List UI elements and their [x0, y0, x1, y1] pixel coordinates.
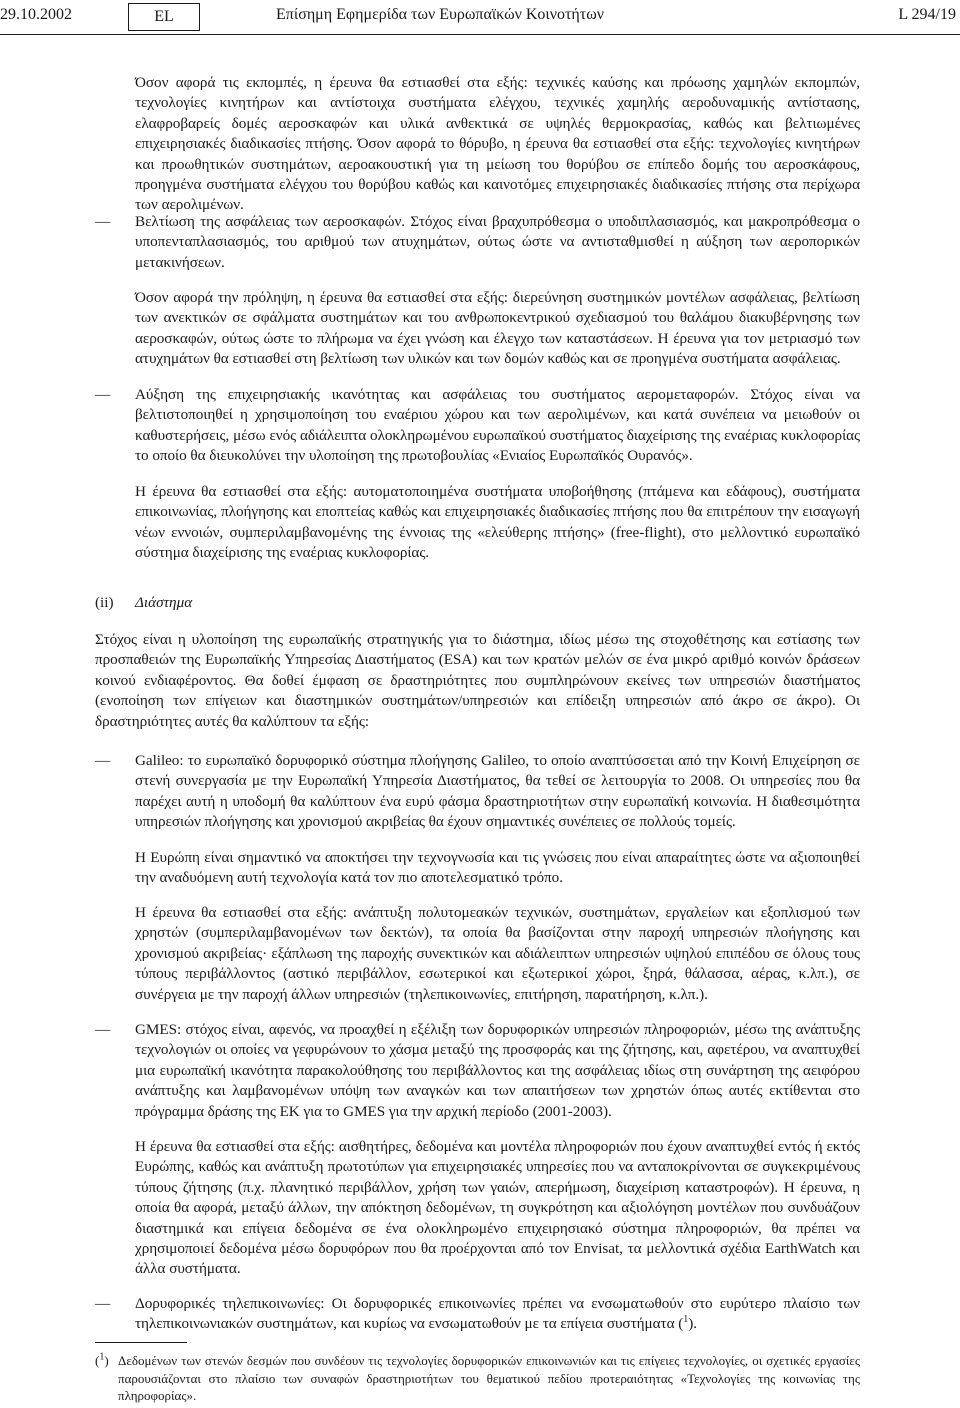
list-dash: —: [95, 1021, 111, 1038]
footnote-rule: [95, 1342, 187, 1343]
list-dash: —: [95, 752, 111, 769]
list-item-gmes: GMES: στόχος είναι, αφενός, να προαχθεί η εξέλιξη των δορυφορικών υπηρεσιών πληροφοριών, μέσω της ανάπτυξης τεχνολογιών οι οποίες να γεφυρώνουν το χάσμα μεταξύ της προσφοράς και της ζήτησης, και, αφετέρου, να αναπτυχθεί μια ευρωπαϊκή ικανότητα παρακολούθησης του περιβάλλοντος και της ασφάλειας ιδίως στη συνάρτηση της αειφόρου ανάπτυξης και λαμβανομένων υπόψη των αναγκών και των απαιτήσεων των χρηστών όπως αυτές εκτίθενται στο πρόγραμμα δράσης της ΕΚ για το GMES για την αρχική περίοδο (2001-2003).: [135, 1021, 860, 1120]
list-dash: —: [95, 1295, 111, 1312]
paragraph-galileo-europe: Η Ευρώπη είναι σημαντικό να αποκτήσει την τεχνογνωσία και τις γνώσεις που είναι απαραίτητες ώστε να αξιοποιηθεί την αναδυόμενη αυτή τεχνολογία κατά τον πιο αποτελεσματικό τρόπο.: [135, 849, 860, 887]
footnote-text: Δεδομένων των στενών δεσμών που συνδέουν τις τεχνολογίες δορυφορικών επικοινωνιών και τις επίγειες τεχνολογίες, οι σχετικές εργασίες παρουσιάζονται στο πλαίσιο των συναφών δραστηριοτήτων του θεματικού πεδίου προτεραιότητας «Τεχνολογίες της κοινωνίας της πληροφορίας».: [118, 1353, 860, 1403]
satellite-telecom-text: Δορυφορικές τηλεπικοινωνίες: Οι δορυφορικές επικοινωνίες πρέπει να ενσωματωθούν στο ευρύτερο πλαίσιο των τηλεπικοινωνιακών συστημάτων, και κυρίως να ενσωματωθούν με τα επίγεια συστήματα (: [135, 1295, 860, 1333]
list-item-satellite-telecom: [135, 1294, 860, 1335]
satellite-telecom-text-end: ).: [688, 1315, 697, 1333]
section-number: (ii): [95, 594, 114, 611]
paragraph-atm-research: Η έρευνα θα εστιασθεί στα εξής: αυτοματοποιημένα συστήματα υποβοήθησης (πτάμενα και εδάφους), συστήματα επικοινωνίας, πλοήγησης και εποπτείας καθώς και επιχειρησιακές διαδικασίες πτήσης που θα επιτρέπουν την εισαγωγή νέων εννοιών, συμπεριλαμβανομένης της έννοιας της «ελεύθερης πτήσης» (free-flight), στο μελλοντικό ευρωπαϊκό σύστημα διαχείρισης της εναέριας κυκλοφορίας.: [135, 483, 860, 562]
paragraph-gmes-research: Η έρευνα θα εστιασθεί στα εξής: αισθητήρες, δεδομένα και μοντέλα πληροφοριών που έχουν αναπτυχθεί εντός ή εκτός Ευρώπης, καθώς και ανάπτυξη πρωτοτύπων για επιχειρησιακές υπηρεσίες που να ανταποκρίνονται σε συγκεκριμένους τύπους ζήτησης (π.χ. πλανητικό περιβάλλον, χρήση των γαιών, απερήμωση, διαχείριση καταστροφών). Η έρευνα, η οποία θα αφορά, μεταξύ άλλων, την απόκτηση δεδομένων, τη συγκρότηση και αξιολόγηση μοντέλων που συνδυάζουν διαστημικά και επίγεια δεδομένα σε ένα ολοκληρωμένο επιχειρησιακό σύστημα πληροφοριών, θα πρέπει να χρησιμοποιεί δεδομένα μέσω δορυφόρων που θα προέρχονται από τον Envisat, τα μελλοντικά σχέδια EarthWatch και άλλα συστήματα.: [135, 1138, 860, 1278]
footnote-reference[interactable]: 1: [683, 1314, 689, 1326]
journal-title: Επίσημη Εφημερίδα των Ευρωπαϊκών Κοινοτήτων: [276, 6, 604, 23]
list-item-galileo: Galileo: το ευρωπαϊκό δορυφορικό σύστημα πλοήγησης Galileo, το οποίο αναπτύσσεται από την Κοινή Επιχείρηση σε στενή συνεργασία με την Ευρωπαϊκή Υπηρεσία Διαστήματος, θα τεθεί σε λειτουργία το 2008. Οι υπηρεσίες που θα παρέχει αυτή η υποδομή θα καλύπτουν ένα ευρύ φάσμα δραστηριοτήτων στην ευρωπαϊκή κοινωνία. Η διαθεσιμότητα υπηρεσιών πλοήγησης και χρονισμού ακριβείας θα έχουν σημαντικές συνέπειες σε πολλούς τομείς.: [135, 752, 860, 831]
footnote-mark: [95, 1352, 109, 1370]
page-reference: L 294/19: [898, 6, 956, 23]
paragraph-space-strategy: Στόχος είναι η υλοποίηση της ευρωπαϊκής στρατηγικής για το διάστημα, ιδίως μέσω της στοχοθέτησης και εστίασης των προσπαθειών της Ευρωπαϊκής Υπηρεσίας Διαστήματος (ESA) και των κρατών μελών σε ένα μικρό αριθμό κοινών δράσεων κοινού ενδιαφέροντος. Θα δοθεί έμφαση σε δραστηριότητες που συμπληρώνουν εκείνες των υπηρεσιών διαστήματος (ενοποίηση των επίγειων και διαστημικών συστημάτων/υπηρεσιών και επίδειξη υπηρεσιών από άκρο σε άκρο). Οι δραστηριότητες αυτές θα καλύπτουν τα εξής:: [95, 631, 860, 730]
language-box: EL: [128, 3, 200, 31]
list-dash: —: [95, 213, 111, 230]
publication-date: 29.10.2002: [0, 6, 72, 23]
footnote-mark-number: 1: [99, 1351, 105, 1363]
list-dash: —: [95, 386, 111, 403]
paragraph-emissions: Όσον αφορά τις εκπομπές, η έρευνα θα εστιασθεί στα εξής: τεχνικές καύσης και πρόωσης χαμηλών εκπομπών, τεχνολογίες κινητήρων και αντίστοιχα συστήματα ελέγχου, τεχνικές χαμηλής αεροδυναμικής αντίστασης, ελαφροβαρείς δομές αεροσκαφών και υλικά ανθεκτικά σε υψηλές θερμοκρασίας, καθώς και βελτιωμένες επιχειρησιακές διαδικασίες πτήσης. Όσον αφορά το θόρυβο, η έρευνα θα εστιασθεί στα εξής: τεχνολογίες κινητήρων και προωθητικών συστημάτων, αεροακουστική για τη μείωση του θορύβου σε επίπεδο δομής του αεροσκάφους, προηγμένα συστήματα ελέγχου του θορύβου καθώς και καινοτόμες επιχειρησιακές διαδικασίες πτήσης στα περίχωρα των αερολιμένων.: [135, 74, 860, 214]
paragraph-galileo-research: Η έρευνα θα εστιασθεί στα εξής: ανάπτυξη πολυτομεακών τεχνικών, συστημάτων, εργαλείων και εξοπλισμού των χρηστών (συμπεριλαμβανομένων των δεκτών), τα οποία θα βασίζονται στην παροχή υπηρεσιών πλοήγησης και χρονισμού ακριβείας· εξάπλωση της παροχής συνεκτικών και αδιάλειπτων υπηρεσιών υψηλού επιπέδου σε όλους τους τύπους περιβάλλοντος (αστικό περιβάλλον, εσωτερικοί και εξωτερικοί χώροι, ξηρά, θάλασσα, αέρας, κ.λπ.), σε συνέργεια με την παροχή άλλων υπηρεσιών (τηλεπικοινωνίες, επιτήρηση, παρατήρηση, κ.λπ.).: [135, 904, 860, 1003]
footnote-mark-close: ): [104, 1353, 109, 1368]
footnote-mark-open: (: [95, 1353, 100, 1368]
list-item-aircraft-safety: Βελτίωση της ασφάλειας των αεροσκαφών. Στόχος είναι βραχυπρόθεσμα ο υποδιπλασιασμός, και μακροπρόθεσμα ο υποπενταπλασιασμός, του αριθμού των ατυχημάτων, ούτως ώστε να αντισταθμισθεί η αύξηση των αεροπορικών μετακινήσεων.: [135, 213, 860, 271]
paragraph-prevention: Όσον αφορά την πρόληψη, η έρευνα θα εστιασθεί στα εξής: διερεύνηση συστημικών μοντέλων ασφάλειας, βελτίωση των ανεκτικών σε σφάλματα συστημάτων και του ανθρωποκεντρικού σχεδιασμού του θαλάμου διακυβέρνησης των αεροσκαφών, ούτως ώστε το πλήρωμα να έχει γνώση και έλεγχο των καταστάσεων. Η έρευνα για τον μετριασμό των ατυχημάτων θα εστιασθεί στη βελτίωση των υλικών και των δομών καθώς και σε προηγμένα συστήματα ασφάλειας.: [135, 289, 860, 368]
list-item-air-transport-capacity: Αύξηση της επιχειρησιακής ικανότητας και ασφάλειας του συστήματος αερομεταφορών. Στόχος είναι να βελτιστοποιηθεί η χρησιμοποίηση του εναέριου χώρου και των αερολιμένων, και κατά συνέπεια να μειωθούν οι καθυστερήσεις, μέσω ενός αδιάλειπτα ολοκληρωμένου ευρωπαϊκού συστήματος διαχείρισης της εναέριας κυκλοφορίας το οποίο θα διευκολύνει την υλοποίηση της πρωτοβουλίας «Ενιαίος Ευρωπαϊκός Ουρανός».: [135, 386, 860, 465]
section-title: Διάστημα: [135, 594, 193, 611]
